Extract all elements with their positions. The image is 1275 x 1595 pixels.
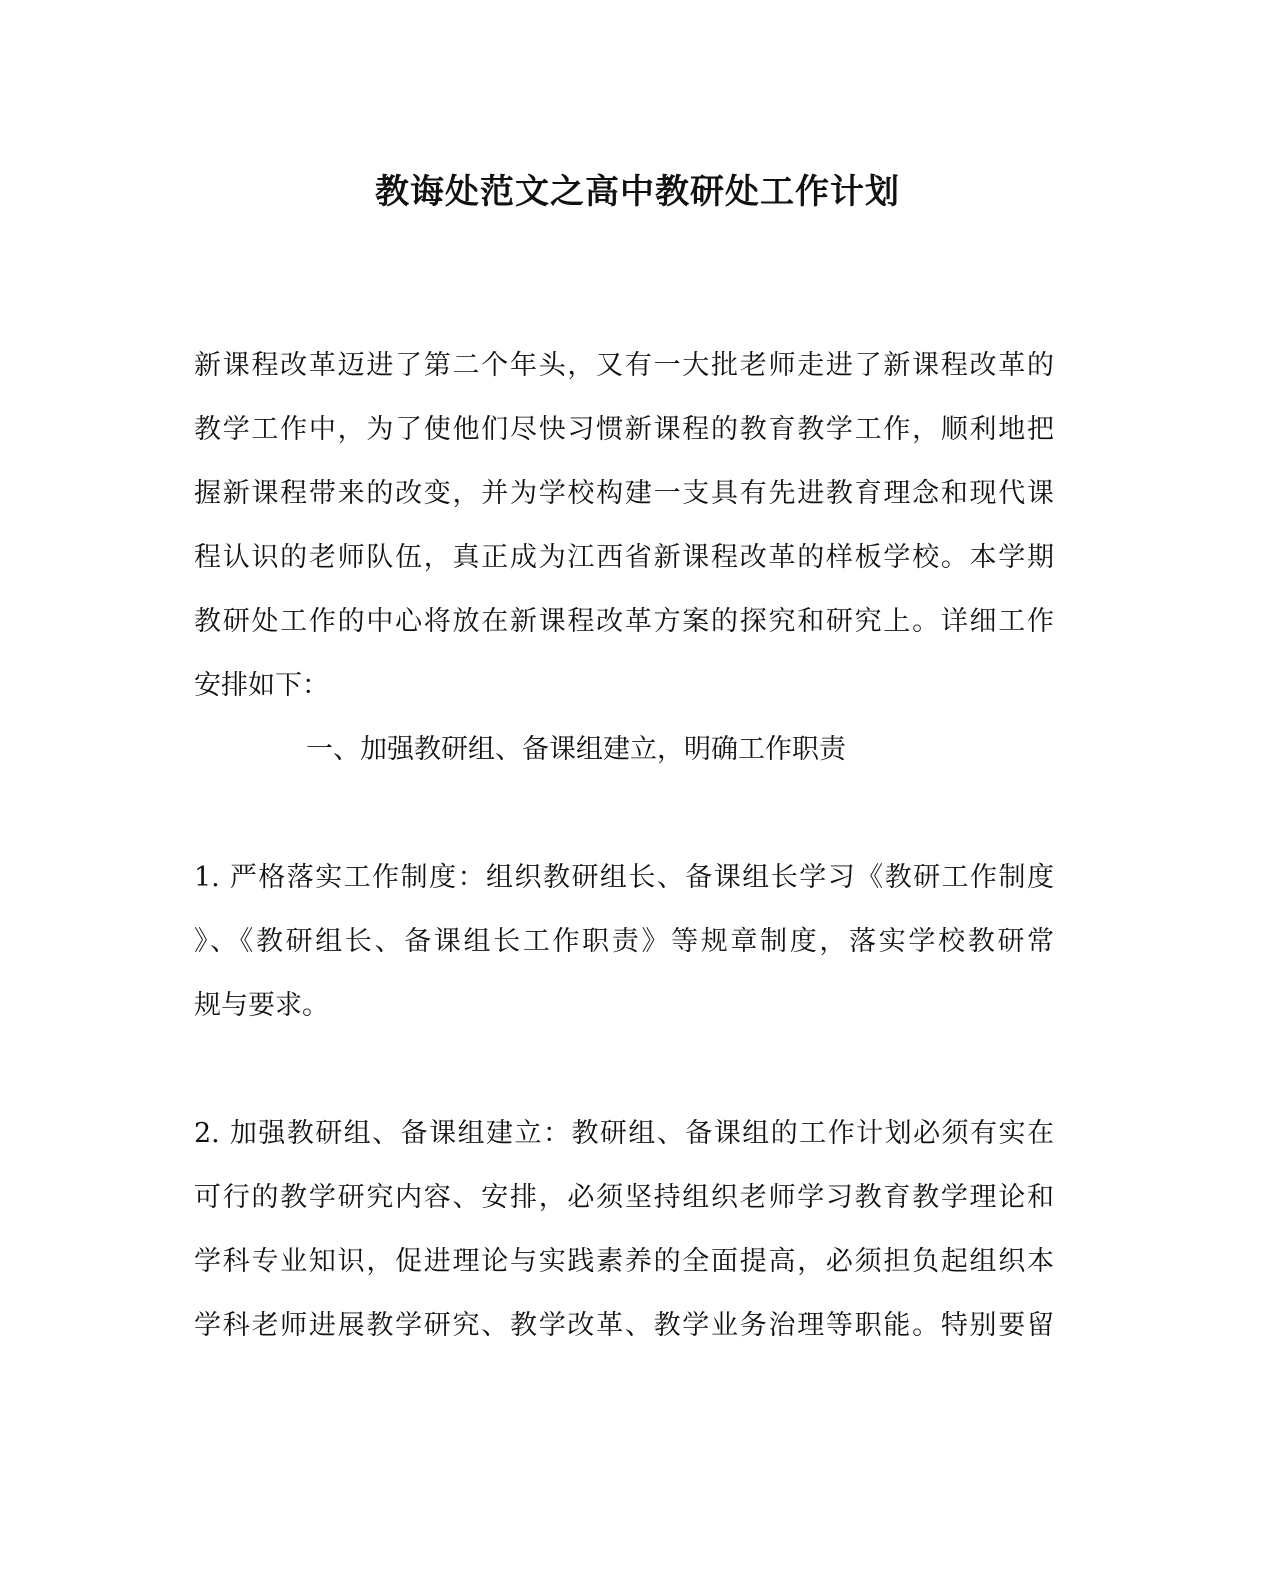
item-line: 规与要求。 xyxy=(194,990,329,1021)
intro-line: 教研处工作的中心将放在新课程改革方案的探究和研究上。详细工作 xyxy=(194,606,1054,637)
item-line: 2. 加强教研组、备课组建立：教研组、备课组的工作计划必须有实在 xyxy=(194,1118,1054,1149)
intro-line: 安排如下： xyxy=(194,670,329,701)
item-line: 》、《教研组长、备课组长工作职责》等规章制度，落实学校教研常 xyxy=(194,926,1054,957)
item-line: 1. 严格落实工作制度：组织教研组长、备课组长学习《教研工作制度 xyxy=(194,862,1054,893)
item-line: 学科老师进展教学研究、教学改革、教学业务治理等职能。特别要留 xyxy=(194,1310,1054,1341)
intro-line: 新课程改革迈进了第二个年头，又有一大批老师走进了新课程改革的 xyxy=(194,350,1054,381)
intro-line: 程认识的老师队伍，真正成为江西省新课程改革的样板学校。本学期 xyxy=(194,542,1054,573)
section-heading: 一、加强教研组、备课组建立，明确工作职责 xyxy=(306,734,846,765)
item-line: 学科专业知识，促进理论与实践素养的全面提高，必须担负起组织本 xyxy=(194,1246,1054,1277)
intro-line: 教学工作中，为了使他们尽快习惯新课程的教育教学工作，顺利地把 xyxy=(194,414,1054,445)
item-line: 可行的教学研究内容、安排，必须坚持组织老师学习教育教学理论和 xyxy=(194,1182,1054,1213)
document-title: 教诲处范文之高中教研处工作计划 xyxy=(375,172,900,212)
intro-line: 握新课程带来的改变，并为学校构建一支具有先进教育理念和现代课 xyxy=(194,478,1054,509)
